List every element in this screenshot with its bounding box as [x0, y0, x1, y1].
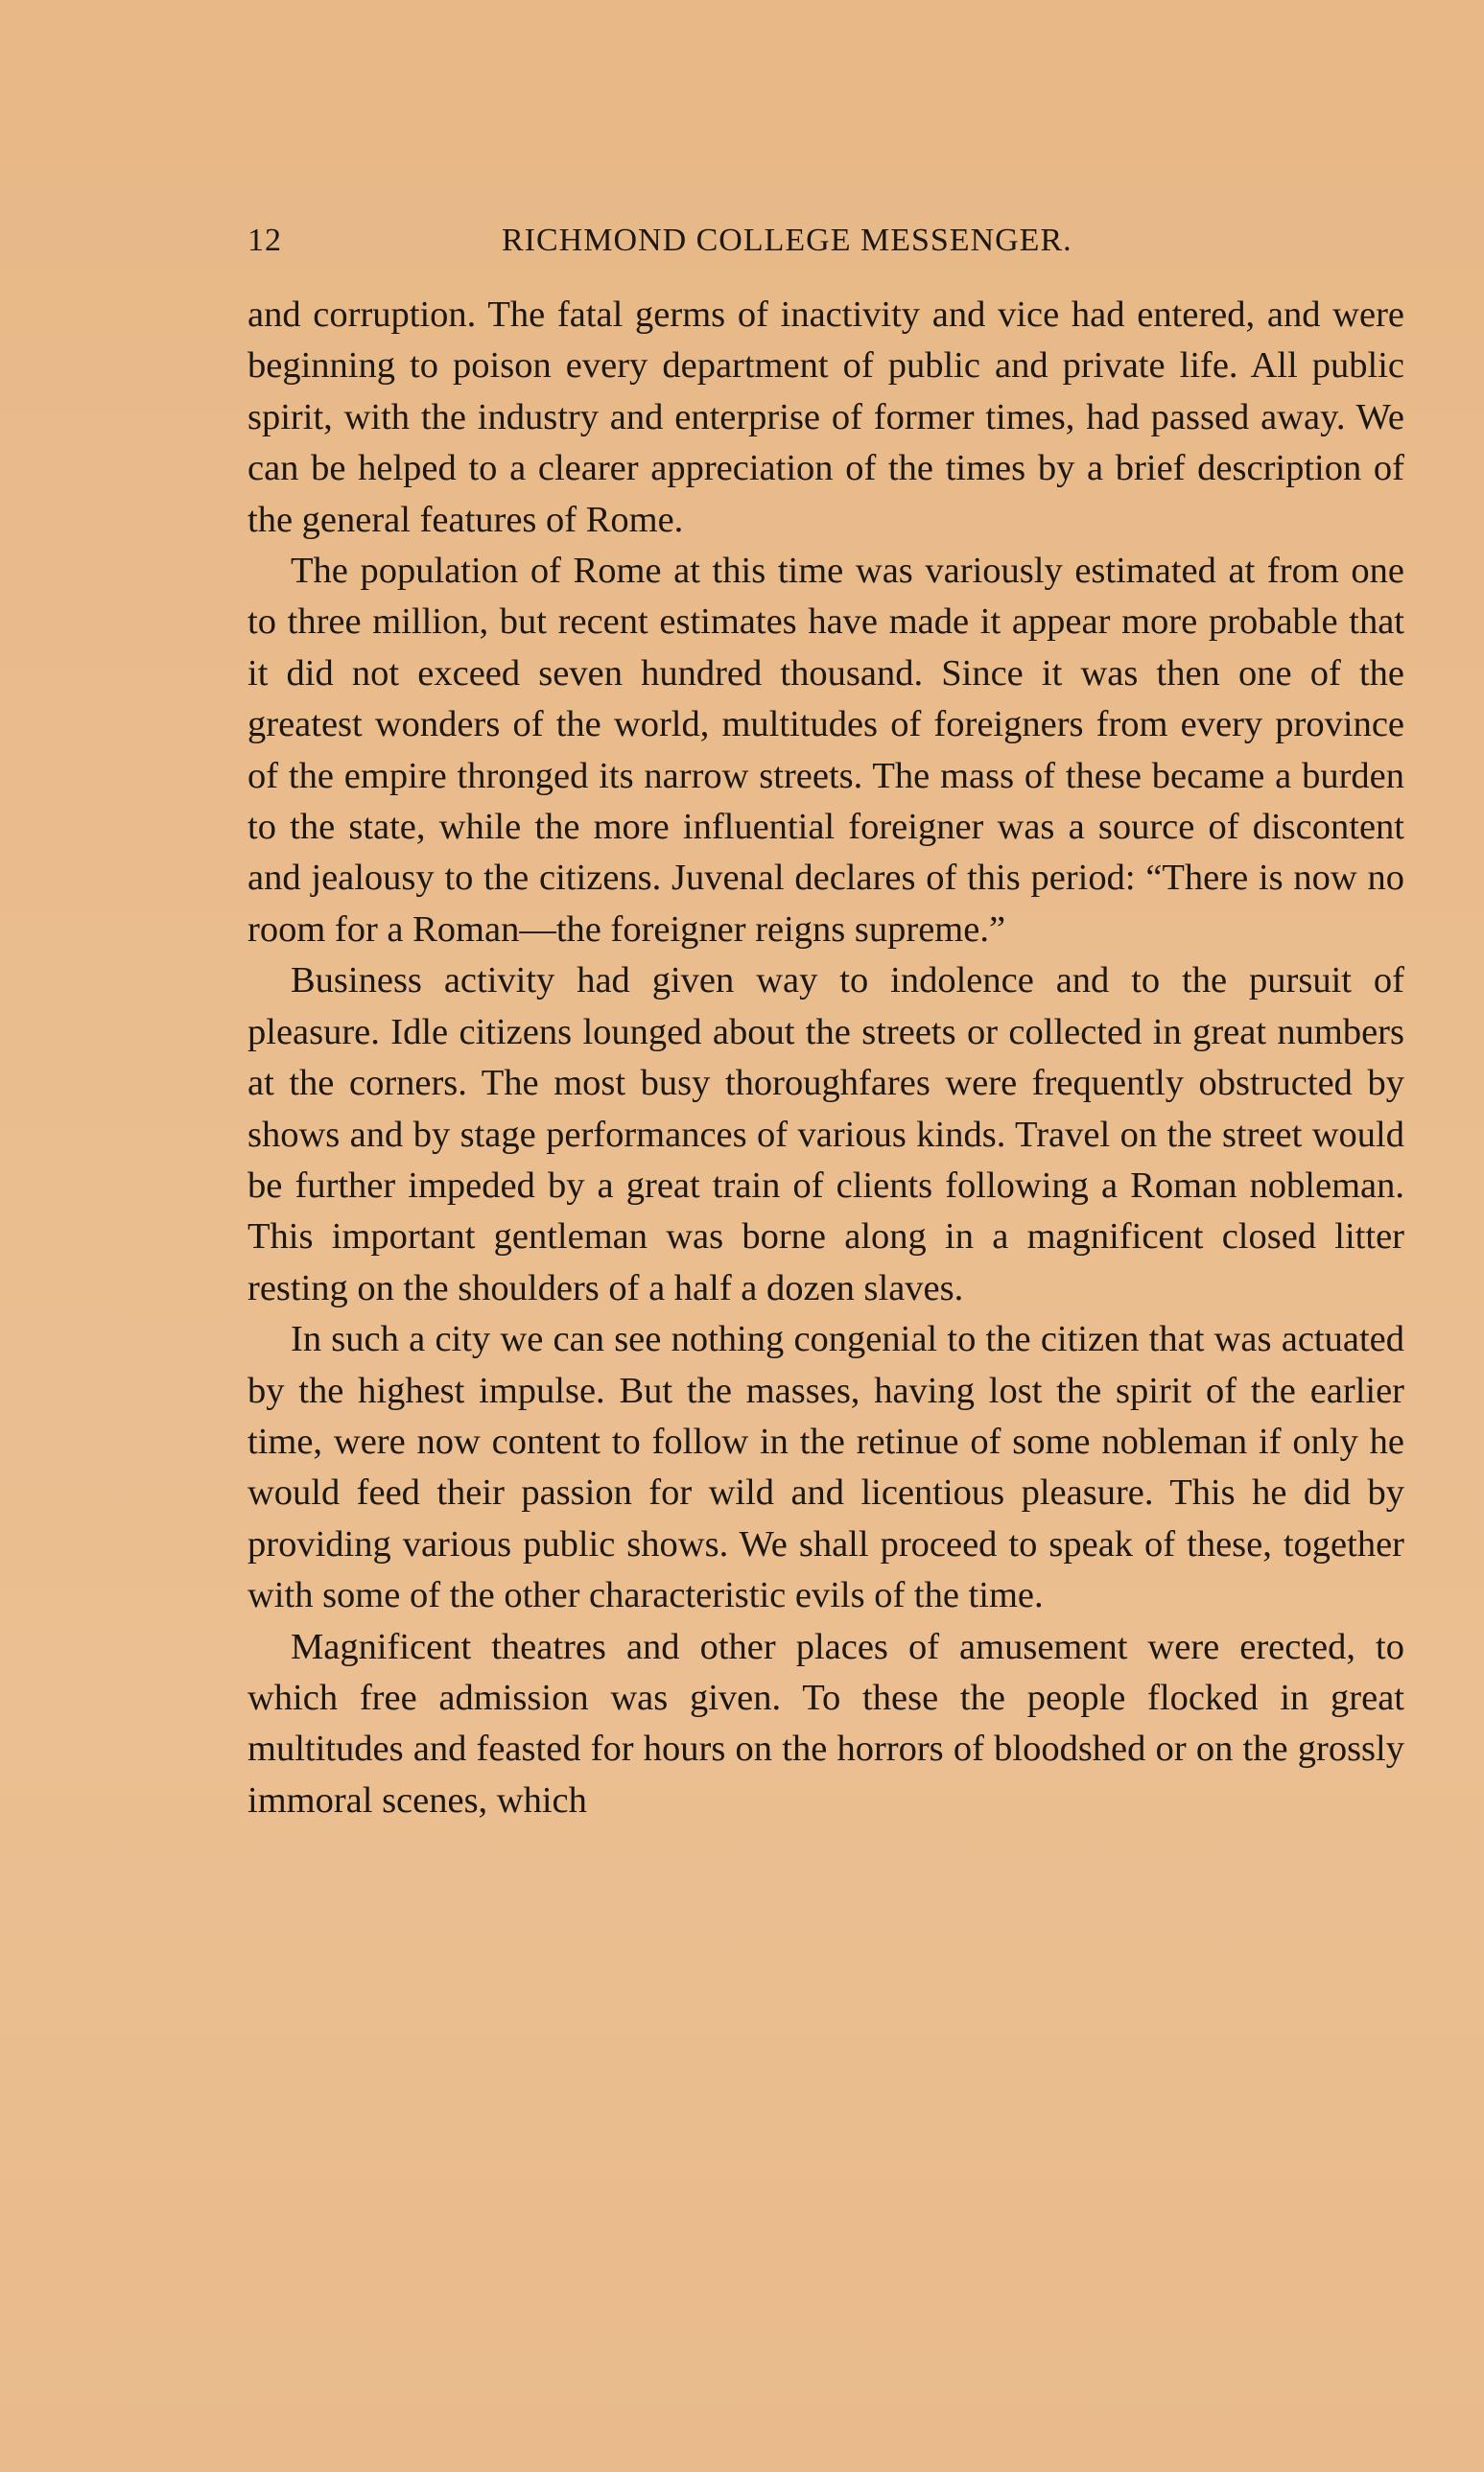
paragraph-1: and corruption. The fatal germs of inactivity and vice had entered, and were beginning to poison every department of public and private life. All public spirit, with the industry and enterprise of former times, had passed away. We can be helped to a clearer appreciation of the times by a brief description of the general features of Rome.	[247, 294, 1404, 540]
paragraph-3: Business activity had given way to indolence and to the pursuit of pleasure. Idle citizens lounged about the streets or collected in great numbers at the corners. The most busy thoroughfares were frequently obstructed by shows and by stage performances of various kinds. Travel on the street would be further impeded by a great train of clients following a Roman nobleman. This important gentleman was borne along in a magnificent closed litter resting on the shoulders of a half a dozen slaves.	[247, 960, 1404, 1308]
paragraph-4: In such a city we can see nothing congenial to the citizen that was actuated by the highest impulse. But the masses, having lost the spirit of the earlier time, were now content to follow in the retinue of some nobleman if only he would feed their passion for wild and licentious pleasure. This he did by providing various public shows. We shall proceed to speak of these, together with some of the other characteristic evils of the time.	[247, 1319, 1404, 1616]
article-body	[247, 290, 1404, 1826]
paragraph-5: Magnificent theatres and other places of amusement were erected, to which free admission was given. To these the people flocked in great multitudes and feasted for hours on the horrors of bloodshed or on the grossly immoral scenes, which	[247, 1626, 1404, 1821]
page-number: 12	[247, 223, 282, 258]
page-header	[247, 223, 1408, 265]
running-head: RICHMOND COLLEGE MESSENGER.	[502, 223, 1072, 258]
paragraph-2: The population of Rome at this time was variously estimated at from one to three million, but recent estimates have made it appear more probable that it did not exceed seven hundred thousand. Since it was then one of the greatest wonders of the world, multitudes of foreigners from every province of the empire thronged its narrow streets. The mass of these became a burden to the state, while the more influential foreigner was a source of discontent and jealousy to the citizens. Juvenal declares of this period: “There is now no room for a Roman—the foreigner reigns supreme.”	[247, 551, 1404, 950]
